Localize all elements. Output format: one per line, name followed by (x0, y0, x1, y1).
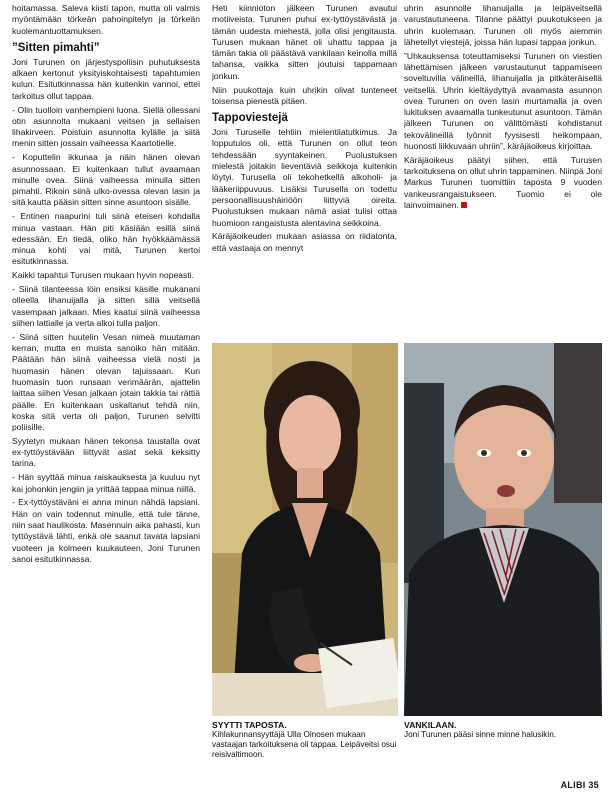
page-footer (561, 780, 599, 790)
photo-defendant-illustration (404, 343, 602, 716)
paragraph: - Koputtelin ikkunaa ja näin hänen olevan asunnossaan. Ei kuitenkaan tullut avaamaan minulle ovea. Siinä vaiheessa minulla sitten pimahti. Rikoin siinä ulko-ovessa olevan lasin ja sitä kautta pääsin sitten sinne asuntoon sisälle. (12, 152, 200, 208)
paragraph: Joni Turunen on järjestyspoliisin puhutuksesta alkaen kertonut yksityiskohtaisesti tapahtumien kulun. Esitutkinnassa hän kuitenkin vannoi, ettei tarkoitus ollut tappaa. (12, 56, 200, 101)
paragraph: Joni Turuselle tehtiin mielentilatutkimus. Ja lopputulos oli, että Turunen on ollut teon tehdessään syyntakeinen. Puolustuksen mielestä joitakin lieventäviä seikkoja kuitenkin löytyi. Turusella oli tekohetkellä alkoholi- ja lääkeriippuvuus. Lisäksi Turusella on todettu persoonallisuushäiriöön liittyviä oireita. Puolustuksen mukaan nämä asiat tulisi ottaa huomioon rangaistusta alentavina seikkoina. (212, 127, 397, 228)
paragraph: Kaikki tapahtui Turusen mukaan hyvin nopeasti. (12, 270, 195, 281)
paragraph: Heti kiinnioton jälkeen Turunen avautui motiiveista. Turunen puhui ex-tyttöystävästä ja tämän uudesta miehestä, jolla olisi jengitausta. Turusen mukaan hänet oli uhattu tappaa ja tämän takia oli päästävä vankilaan keinolla millä tahansa, vaikka sitten joutuisi tappamaan jonkun. (212, 3, 397, 81)
magazine-name: ALIBI (560, 780, 586, 790)
paragraph-final-text: Käräjäoikeus päätyi siihen, että Turusen tarkoituksena on ollut uhrin tappaminen. Niinpä Joni Markus Turunen tuomittiin taposta 9 vuoden vankeusrangaistukseen. Tuomio ei ole lainvoimainen. (404, 154, 602, 211)
caption-title: VANKILAAN. (404, 720, 457, 730)
photo-defendant (404, 343, 602, 716)
caption-title: SYYTTI TAPOSTA. (212, 720, 287, 730)
paragraph-final (404, 155, 602, 211)
paragraph: - Hän syyttää minua raiskauksesta ja kuuluu nyt kai johonkin jengiin ja yrittää tappaa minua niillä. (12, 472, 200, 494)
subheading-tappoviesteja: Tappoviestejä (212, 112, 288, 125)
paragraph: Käräjäoikeuden mukaan asiassa on riidatonta, että vastaaja on mennyt (212, 231, 397, 253)
article-column-1 (12, 3, 200, 793)
article-column-2 (212, 3, 397, 333)
article-column-3 (404, 3, 602, 333)
paragraph: - Ex-tyttöystäväni ei anna minun nähdä lapsiani. Hän on vain todennut minulle, että tule tänne, niin saat haulikosta. Masennuin aika pahasti, kun tyttöystävä lähti, enkä ole saanut tavata lapsiani vuoteen ja kolmeen kuukauteen, Joni Turunen sanoi esitutkinnassa. (12, 497, 200, 564)
photo-caption-prosecutor (212, 720, 398, 760)
photo-caption-defendant (404, 720, 602, 740)
end-of-article-mark (461, 202, 467, 208)
caption-text: Kihlakunnansyyttäjä Ulla Oinosen mukaan vastaajan tarkoituksena oli tappaa. Leipäveitsi osui reisivaltimoon. (212, 730, 397, 759)
paragraph: Niin puukottaja kuin uhrikin olivat tunteneet toisensa pienestä pitäen. (212, 84, 397, 106)
subheading-sitten-pimahti: ”Sitten pimahti” (12, 41, 100, 54)
caption-text: Joni Turunen pääsi sinne minne halusikin. (404, 730, 557, 739)
photo-prosecutor-illustration (212, 343, 398, 716)
paragraph: uhrin asunnolle lihanuijalla ja leipäveitsellä varustautuneena. Tilanne päättyi puukotukseen ja uhrin kuolemaan. Turunen oli myös aiemmin lähetellyt viestejä, joissa hän lupasi tappaa jonkun. (404, 3, 602, 47)
paragraph: hoitamassa. Saleva kiisti tapon, mutta oli valmis myöntämään törkeän pahoinpitelyn ja törkeän kuolemantuottamuksen. (12, 3, 200, 36)
paragraph: - Entinen naapurini tuli siinä eteisen kohdalla minua vastaan. Hän piti käsiään esillä siinä edessään. En tiedä, oliko hän hyökkäämässä minua kohti vai mitä, Turunen kertoi esitutkinnassa. (12, 211, 200, 267)
paragraph: Syytetyn mukaan hänen tekonsa taustalla ovat ex-tyttöystävään liittyvät asiat sekä keksitty tarina. (12, 435, 200, 469)
paragraph: - Siinä tilanteessa löin ensiksi käsille mukanani olleella lihanuijalla ja sitten sillä veitsellä vasempaan jalkaan. Mies kaatui siinä vaiheessa siihen lattialle ja verta alkoi tulla paljon. (12, 284, 200, 328)
paragraph: - Siinä sitten huutelin Vesan nimeä muutaman kerran, mutta en muista sanoiko hän mitään. Päätään hän siinä vaiheessa vielä nosti ja huomasin hänen olevan tajuissaan. Kun huomasin tuon runsaan verimäärän, ajattelin laittaa siihen Vesan jalkaan jotain takkia tai rättiä päälle. En kuitenkaan uskaltanut tehdä niin, koska sitä verta oli paljon, Turunen selvitti poliisille. (12, 331, 200, 433)
photo-prosecutor (212, 343, 398, 716)
paragraph: - Olin tuolloin vanhempieni luona. Siellä ollessani otin asunnolta mukaani veitsen ja sellaisen lihakirveen. Poistuin asunnolta kylälle ja siitä menin sitten jossain vaiheessa Kaartotielle. (12, 104, 200, 149)
page-number: 35 (588, 780, 599, 790)
paragraph: ”Uhkauksensa toteuttamiseksi Turunen on viestien lähettämisen jälkeen varustautunut tappamiseen soveltuvilla välineillä, lihanuijalla ja pitkäteräisellä veitsellä. Uhrin kieltäydyttyä avaamasta asunnon ovea Turunen on oven lasin murtamalla ja oven lukituksen avaamalla tunkeutunut asuntoon. Tämän jälkeen Turunen on välittömästi kohdistanut tekovälineillä lyönnit fyysisesti heikompaan, huonosti liikkuvaan uhriin”, käräjäoikeus kirjoittaa. (404, 50, 602, 152)
